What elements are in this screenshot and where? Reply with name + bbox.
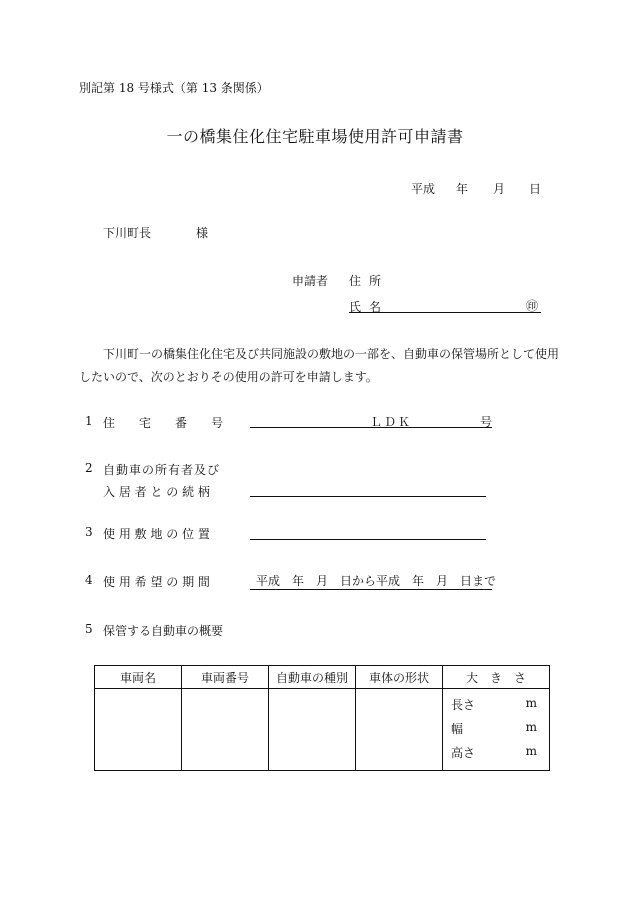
size-height-unit: m bbox=[525, 744, 537, 758]
item-5-number: 5 bbox=[85, 622, 93, 636]
size-length-row bbox=[451, 696, 537, 713]
vehicle-table bbox=[94, 665, 550, 771]
body-shape-cell[interactable] bbox=[356, 689, 443, 771]
date-day: 日 bbox=[529, 182, 542, 196]
header-size: 大 き さ bbox=[443, 666, 550, 689]
address-label: 住所 bbox=[349, 274, 390, 288]
item-3-number: 3 bbox=[85, 525, 93, 539]
form-reference: 別記第 18 号様式（第 13 条関係） bbox=[79, 81, 269, 95]
vehicle-name-cell[interactable] bbox=[95, 689, 182, 771]
header-body-shape: 車体の形状 bbox=[356, 666, 443, 689]
item-1-label: 住 宅 番 号 bbox=[103, 416, 224, 430]
header-vehicle-type: 自動車の種別 bbox=[269, 666, 356, 689]
size-height-row bbox=[451, 744, 537, 761]
date-era: 平成 bbox=[411, 182, 436, 196]
addressee-name: 下川町長 bbox=[103, 226, 152, 240]
size-cell[interactable] bbox=[443, 689, 550, 771]
seal-mark: ㊞ bbox=[526, 299, 539, 313]
document-title: 一の橋集住化住宅駐車場使用許可申請書 bbox=[166, 127, 464, 146]
item-2-label-line2: 入 居 者 と の 続 柄 bbox=[103, 485, 210, 499]
date-month: 月 bbox=[493, 182, 506, 196]
relationship-field[interactable] bbox=[250, 496, 486, 497]
size-length-unit: m bbox=[525, 696, 537, 710]
item-4-number: 4 bbox=[85, 573, 93, 587]
usage-period-field[interactable]: 平成 年 月 日から平成 年 月 日まで bbox=[250, 572, 492, 590]
header-vehicle-name: 車両名 bbox=[95, 666, 182, 689]
size-height-label: 高さ bbox=[451, 746, 476, 760]
size-length-label: 長さ bbox=[451, 698, 476, 712]
name-underline[interactable] bbox=[349, 312, 541, 313]
name-label: 氏名 bbox=[349, 300, 390, 314]
size-width-unit: m bbox=[525, 720, 537, 734]
vehicle-number-cell[interactable] bbox=[182, 689, 269, 771]
table-row bbox=[95, 689, 550, 771]
addressee-honorific: 様 bbox=[196, 226, 209, 240]
site-location-field[interactable] bbox=[250, 539, 486, 540]
date-year: 年 bbox=[456, 182, 469, 196]
size-width-label: 幅 bbox=[451, 722, 464, 736]
item-5-label: 保管する自動車の概要 bbox=[103, 624, 224, 638]
item-4-label: 使 用 希 望 の 期 間 bbox=[103, 575, 210, 589]
ldk-label: ＬＤＫ bbox=[370, 415, 413, 429]
header-vehicle-number: 車両番号 bbox=[182, 666, 269, 689]
item-2-number: 2 bbox=[85, 461, 93, 475]
vehicle-type-cell[interactable] bbox=[269, 689, 356, 771]
table-header-row bbox=[95, 666, 550, 689]
item-1-number: 1 bbox=[85, 414, 93, 428]
item-3-label: 使 用 敷 地 の 位 置 bbox=[103, 527, 210, 541]
go-label: 号 bbox=[480, 415, 493, 429]
item-2-label: 自動車の所有者及び bbox=[103, 463, 221, 477]
request-statement: 下川町一の橋集住化住宅及び共同施設の敷地の一部を、自動車の保管場所として使用したいので、次のとおりその使用の許可を申請します。 bbox=[79, 347, 560, 384]
size-width-row bbox=[451, 720, 537, 737]
applicant-label: 申請者 bbox=[292, 274, 329, 288]
